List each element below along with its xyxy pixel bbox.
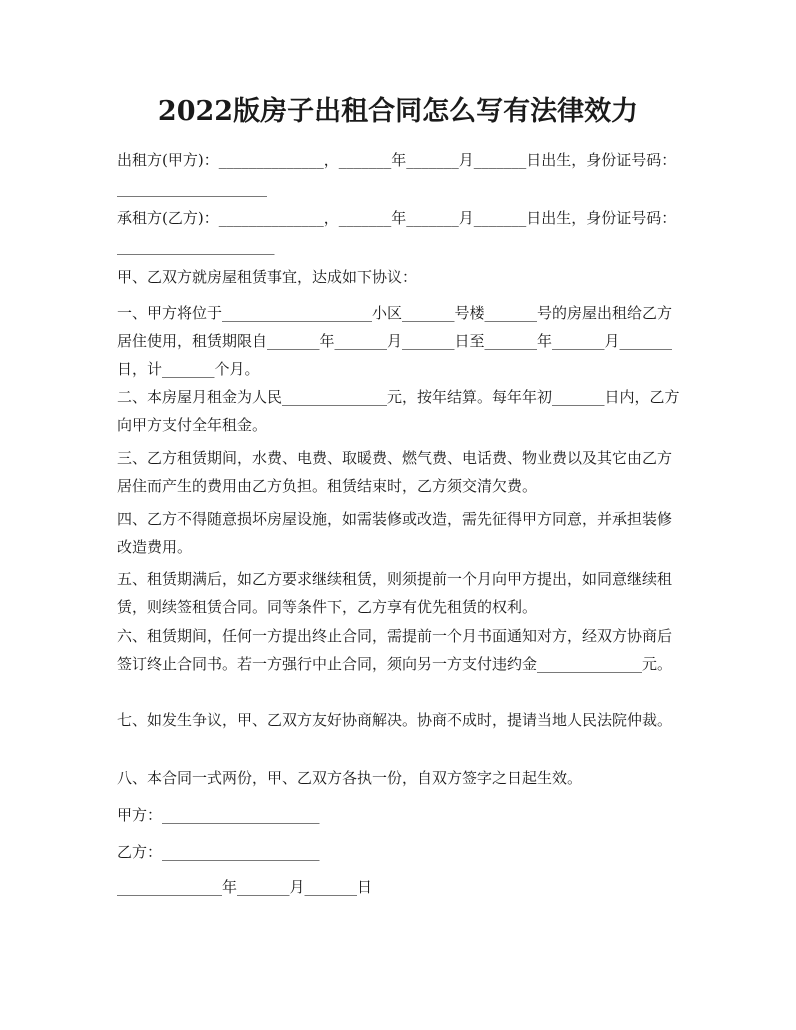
- signing-date-line: ______________年_______月_______日: [117, 878, 373, 896]
- clause-5-paragraph: 五、租赁期满后，如乙方要求继续租赁，则须提前一个月向甲方提出，如同意继续租赁，则续签租赁合同。同等条件下，乙方享有优先租赁的权利。: [117, 570, 673, 616]
- agreement-intro-paragraph: 甲、乙双方就房屋租赁事宜，达成如下协议：: [117, 268, 418, 286]
- clause-1-paragraph: 一、甲方将位于____________________小区_______号楼_______号的房屋出租给乙方居住使用，租赁期限自_______年_______月_______日至_______年_______月_______日，计_______个月。: [117, 304, 673, 378]
- party-a-signature-line: 甲方：_____________________: [117, 806, 320, 824]
- clause-2-paragraph: 二、本房屋月租金为人民______________元，按年结算。每年年初_______日内，乙方向甲方支付全年租金。: [117, 388, 680, 434]
- clause-3-paragraph: 三、乙方租赁期间，水费、电费、取暖费、燃气费、电话费、物业费以及其它由乙方居住而产生的费用由乙方负担。租赁结束时，乙方须交清欠费。: [117, 449, 673, 495]
- document-title: 2022版房子出租合同怎么写有法律效力: [157, 96, 639, 127]
- lessor-info-paragraph: 出租方(甲方)：______________，_______年_______月_______日出生，身份证号码：____________________: [117, 151, 677, 197]
- lessee-info-paragraph: 承租方(乙方)：______________，_______年_______月_______日出生，身份证号码：_____________________: [117, 209, 677, 255]
- clause-7-paragraph: 七、如发生争议，甲、乙双方友好协商解决。协商不成时，提请当地人民法院仲裁。: [117, 711, 673, 729]
- clause-4-paragraph: 四、乙方不得随意损坏房屋设施，如需装修或改造，需先征得甲方同意，并承担装修改造费用。: [117, 510, 673, 556]
- clause-6-paragraph: 六、租赁期间，任何一方提出终止合同，需提前一个月书面通知对方，经双方协商后签订终止合同书。若一方强行中止合同，须向另一方支付违约金______________元。: [117, 627, 673, 673]
- party-b-signature-line: 乙方：_____________________: [117, 843, 320, 861]
- clause-8-paragraph: 八、本合同一式两份，甲、乙双方各执一份，自双方签字之日起生效。: [117, 769, 583, 787]
